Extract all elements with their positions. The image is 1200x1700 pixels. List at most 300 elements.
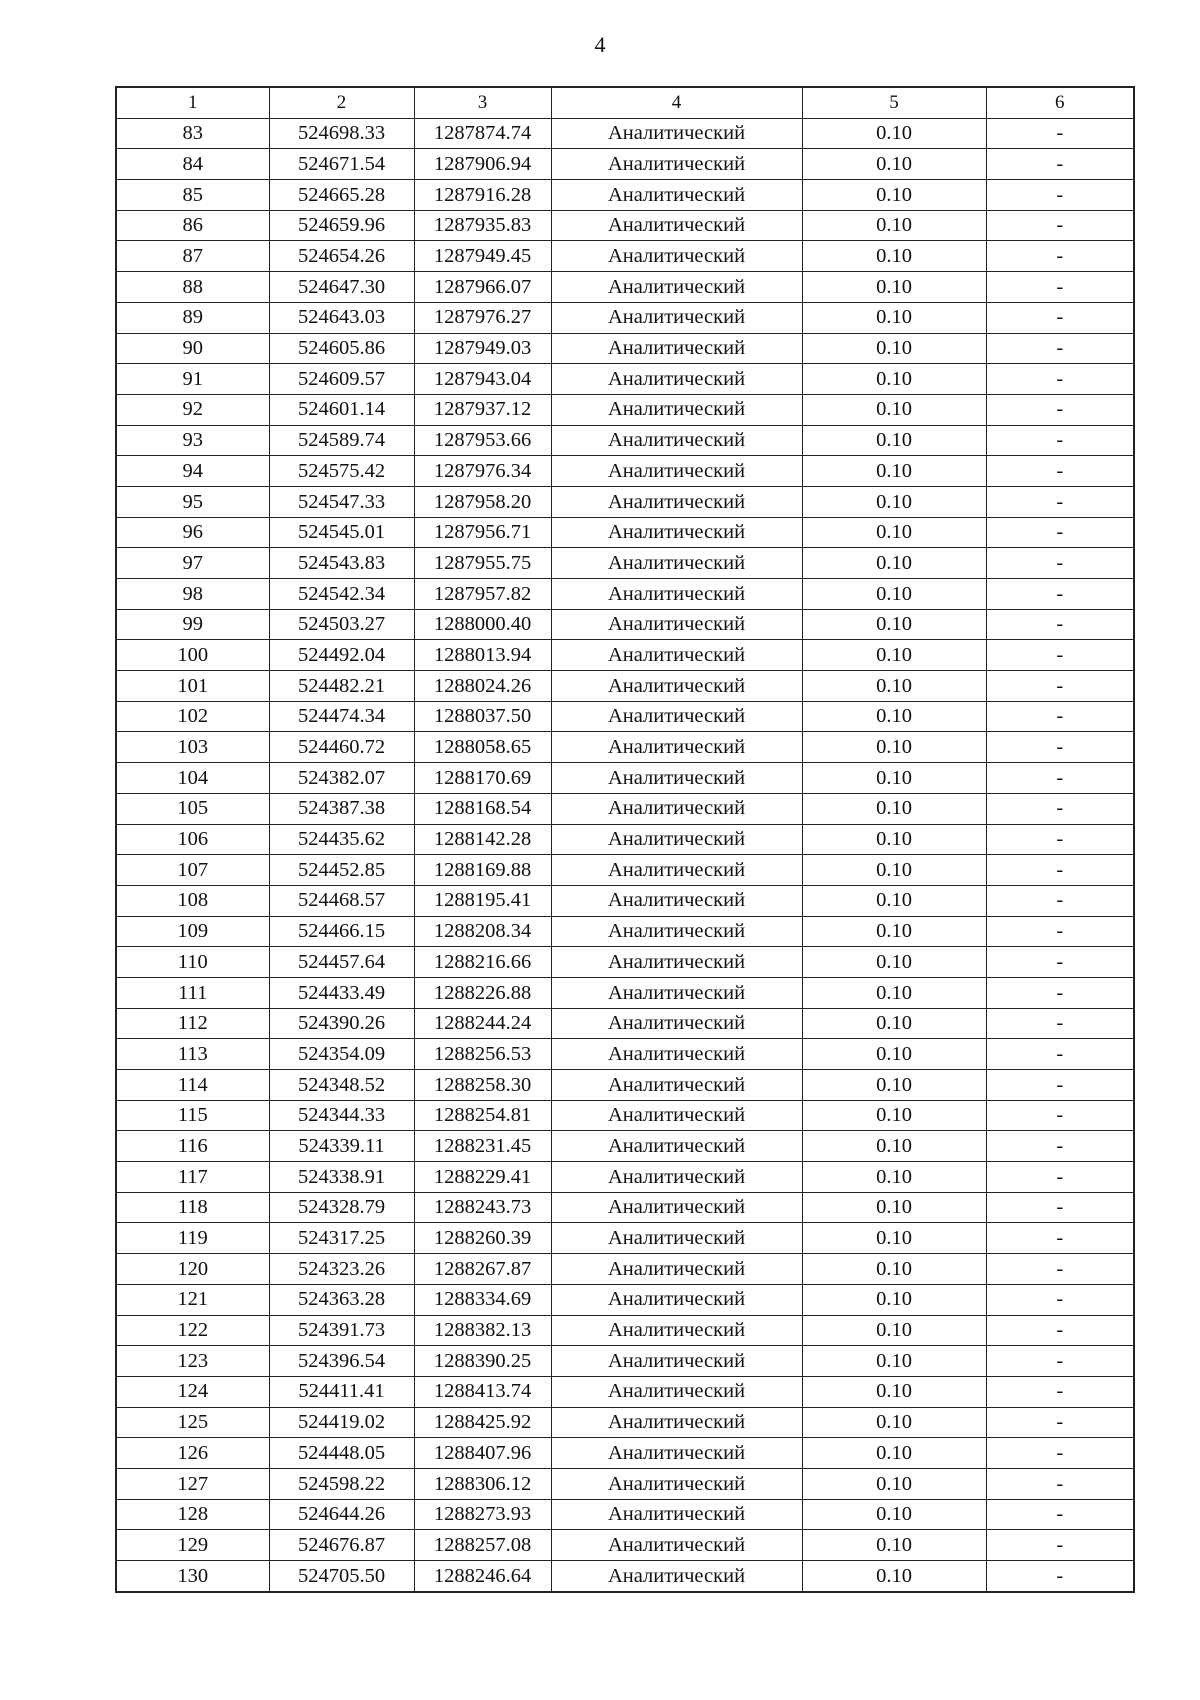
cell-x-coordinate: 524348.52 <box>269 1070 414 1101</box>
cell-point-number: 105 <box>116 793 269 824</box>
cell-y-coordinate: 1287949.03 <box>414 333 551 364</box>
cell-accuracy: 0.10 <box>802 517 986 548</box>
cell-note: - <box>986 1131 1134 1162</box>
cell-y-coordinate: 1287937.12 <box>414 394 551 425</box>
cell-method: Аналитический <box>551 609 802 640</box>
cell-method: Аналитический <box>551 1499 802 1530</box>
cell-point-number: 102 <box>116 701 269 732</box>
cell-method: Аналитический <box>551 640 802 671</box>
cell-y-coordinate: 1288229.41 <box>414 1162 551 1193</box>
cell-y-coordinate: 1287953.66 <box>414 425 551 456</box>
cell-y-coordinate: 1288258.30 <box>414 1070 551 1101</box>
cell-y-coordinate: 1287966.07 <box>414 272 551 303</box>
cell-accuracy: 0.10 <box>802 609 986 640</box>
table-row <box>116 1530 1134 1561</box>
cell-note: - <box>986 548 1134 579</box>
table-row <box>116 916 1134 947</box>
cell-method: Аналитический <box>551 701 802 732</box>
cell-point-number: 89 <box>116 302 269 333</box>
cell-x-coordinate: 524659.96 <box>269 210 414 241</box>
cell-note: - <box>986 793 1134 824</box>
cell-x-coordinate: 524545.01 <box>269 517 414 548</box>
cell-note: - <box>986 1254 1134 1285</box>
table-row <box>116 1315 1134 1346</box>
cell-y-coordinate: 1287976.27 <box>414 302 551 333</box>
cell-x-coordinate: 524452.85 <box>269 855 414 886</box>
cell-x-coordinate: 524354.09 <box>269 1039 414 1070</box>
table-row <box>116 425 1134 456</box>
cell-accuracy: 0.10 <box>802 456 986 487</box>
cell-y-coordinate: 1287943.04 <box>414 364 551 395</box>
column-header-1: 1 <box>116 87 269 118</box>
table-header <box>116 87 1134 118</box>
cell-accuracy: 0.10 <box>802 394 986 425</box>
cell-method: Аналитический <box>551 548 802 579</box>
cell-y-coordinate: 1288208.34 <box>414 916 551 947</box>
cell-method: Аналитический <box>551 1162 802 1193</box>
cell-accuracy: 0.10 <box>802 1162 986 1193</box>
cell-point-number: 97 <box>116 548 269 579</box>
cell-accuracy: 0.10 <box>802 1070 986 1101</box>
cell-method: Аналитический <box>551 1376 802 1407</box>
cell-y-coordinate: 1288256.53 <box>414 1039 551 1070</box>
cell-point-number: 99 <box>116 609 269 640</box>
cell-accuracy: 0.10 <box>802 180 986 211</box>
table-row <box>116 1346 1134 1377</box>
table-row <box>116 149 1134 180</box>
table-row <box>116 456 1134 487</box>
cell-method: Аналитический <box>551 210 802 241</box>
cell-point-number: 96 <box>116 517 269 548</box>
cell-x-coordinate: 524339.11 <box>269 1131 414 1162</box>
cell-point-number: 126 <box>116 1438 269 1469</box>
cell-x-coordinate: 524466.15 <box>269 916 414 947</box>
cell-accuracy: 0.10 <box>802 579 986 610</box>
cell-note: - <box>986 1561 1134 1592</box>
table-row <box>116 640 1134 671</box>
cell-x-coordinate: 524382.07 <box>269 763 414 794</box>
cell-method: Аналитический <box>551 1223 802 1254</box>
cell-x-coordinate: 524419.02 <box>269 1407 414 1438</box>
cell-y-coordinate: 1288058.65 <box>414 732 551 763</box>
cell-y-coordinate: 1288243.73 <box>414 1192 551 1223</box>
cell-method: Аналитический <box>551 1346 802 1377</box>
cell-note: - <box>986 364 1134 395</box>
cell-point-number: 100 <box>116 640 269 671</box>
cell-note: - <box>986 302 1134 333</box>
cell-accuracy: 0.10 <box>802 763 986 794</box>
cell-x-coordinate: 524323.26 <box>269 1254 414 1285</box>
table-row <box>116 947 1134 978</box>
cell-point-number: 128 <box>116 1499 269 1530</box>
cell-y-coordinate: 1288231.45 <box>414 1131 551 1162</box>
cell-note: - <box>986 916 1134 947</box>
cell-method: Аналитический <box>551 149 802 180</box>
cell-note: - <box>986 1315 1134 1346</box>
cell-x-coordinate: 524492.04 <box>269 640 414 671</box>
cell-note: - <box>986 1376 1134 1407</box>
table-row <box>116 210 1134 241</box>
cell-y-coordinate: 1287958.20 <box>414 486 551 517</box>
table-row <box>116 732 1134 763</box>
cell-x-coordinate: 524609.57 <box>269 364 414 395</box>
cell-method: Аналитический <box>551 1192 802 1223</box>
cell-point-number: 113 <box>116 1039 269 1070</box>
cell-x-coordinate: 524391.73 <box>269 1315 414 1346</box>
cell-note: - <box>986 977 1134 1008</box>
cell-note: - <box>986 486 1134 517</box>
table-row <box>116 486 1134 517</box>
cell-accuracy: 0.10 <box>802 302 986 333</box>
cell-x-coordinate: 524435.62 <box>269 824 414 855</box>
cell-x-coordinate: 524411.41 <box>269 1376 414 1407</box>
cell-y-coordinate: 1288037.50 <box>414 701 551 732</box>
cell-method: Аналитический <box>551 1284 802 1315</box>
cell-point-number: 106 <box>116 824 269 855</box>
cell-point-number: 92 <box>116 394 269 425</box>
cell-point-number: 108 <box>116 885 269 916</box>
cell-x-coordinate: 524644.26 <box>269 1499 414 1530</box>
table-row <box>116 1284 1134 1315</box>
cell-method: Аналитический <box>551 425 802 456</box>
cell-point-number: 122 <box>116 1315 269 1346</box>
column-header-4: 4 <box>551 87 802 118</box>
cell-x-coordinate: 524676.87 <box>269 1530 414 1561</box>
cell-point-number: 117 <box>116 1162 269 1193</box>
cell-accuracy: 0.10 <box>802 425 986 456</box>
cell-accuracy: 0.10 <box>802 1008 986 1039</box>
table-row <box>116 180 1134 211</box>
cell-note: - <box>986 885 1134 916</box>
cell-y-coordinate: 1288260.39 <box>414 1223 551 1254</box>
table-row <box>116 609 1134 640</box>
cell-method: Аналитический <box>551 1561 802 1592</box>
cell-method: Аналитический <box>551 947 802 978</box>
cell-point-number: 93 <box>116 425 269 456</box>
column-header-2: 2 <box>269 87 414 118</box>
cell-y-coordinate: 1288390.25 <box>414 1346 551 1377</box>
cell-y-coordinate: 1288267.87 <box>414 1254 551 1285</box>
table-row <box>116 1162 1134 1193</box>
table-row <box>116 1100 1134 1131</box>
cell-x-coordinate: 524671.54 <box>269 149 414 180</box>
cell-note: - <box>986 1070 1134 1101</box>
cell-point-number: 103 <box>116 732 269 763</box>
column-header-3: 3 <box>414 87 551 118</box>
cell-method: Аналитический <box>551 394 802 425</box>
cell-method: Аналитический <box>551 272 802 303</box>
cell-accuracy: 0.10 <box>802 1284 986 1315</box>
cell-accuracy: 0.10 <box>802 701 986 732</box>
cell-x-coordinate: 524474.34 <box>269 701 414 732</box>
cell-accuracy: 0.10 <box>802 1315 986 1346</box>
cell-point-number: 111 <box>116 977 269 1008</box>
cell-note: - <box>986 425 1134 456</box>
cell-method: Аналитический <box>551 486 802 517</box>
cell-note: - <box>986 180 1134 211</box>
cell-y-coordinate: 1288246.64 <box>414 1561 551 1592</box>
cell-note: - <box>986 1499 1134 1530</box>
cell-note: - <box>986 1407 1134 1438</box>
cell-y-coordinate: 1287916.28 <box>414 180 551 211</box>
cell-note: - <box>986 210 1134 241</box>
cell-y-coordinate: 1288169.88 <box>414 855 551 886</box>
cell-note: - <box>986 1162 1134 1193</box>
cell-y-coordinate: 1288013.94 <box>414 640 551 671</box>
table-row <box>116 1561 1134 1592</box>
cell-note: - <box>986 640 1134 671</box>
cell-point-number: 95 <box>116 486 269 517</box>
table-row <box>116 272 1134 303</box>
table-row <box>116 1223 1134 1254</box>
table-row <box>116 1039 1134 1070</box>
cell-x-coordinate: 524643.03 <box>269 302 414 333</box>
cell-x-coordinate: 524601.14 <box>269 394 414 425</box>
cell-method: Аналитический <box>551 1315 802 1346</box>
cell-x-coordinate: 524543.83 <box>269 548 414 579</box>
cell-note: - <box>986 333 1134 364</box>
cell-note: - <box>986 1346 1134 1377</box>
cell-note: - <box>986 1223 1134 1254</box>
cell-accuracy: 0.10 <box>802 916 986 947</box>
cell-accuracy: 0.10 <box>802 1131 986 1162</box>
cell-point-number: 88 <box>116 272 269 303</box>
table-row <box>116 241 1134 272</box>
table-row <box>116 1499 1134 1530</box>
cell-method: Аналитический <box>551 517 802 548</box>
coordinates-table <box>115 86 1135 1593</box>
cell-y-coordinate: 1288168.54 <box>414 793 551 824</box>
cell-y-coordinate: 1288407.96 <box>414 1438 551 1469</box>
cell-point-number: 118 <box>116 1192 269 1223</box>
cell-point-number: 112 <box>116 1008 269 1039</box>
cell-point-number: 85 <box>116 180 269 211</box>
cell-y-coordinate: 1287957.82 <box>414 579 551 610</box>
cell-method: Аналитический <box>551 1407 802 1438</box>
cell-y-coordinate: 1287955.75 <box>414 548 551 579</box>
table-row <box>116 1254 1134 1285</box>
cell-method: Аналитический <box>551 1070 802 1101</box>
cell-x-coordinate: 524460.72 <box>269 732 414 763</box>
cell-y-coordinate: 1287935.83 <box>414 210 551 241</box>
cell-x-coordinate: 524542.34 <box>269 579 414 610</box>
column-header-5: 5 <box>802 87 986 118</box>
cell-point-number: 114 <box>116 1070 269 1101</box>
cell-accuracy: 0.10 <box>802 272 986 303</box>
cell-accuracy: 0.10 <box>802 1376 986 1407</box>
cell-method: Аналитический <box>551 1530 802 1561</box>
cell-x-coordinate: 524448.05 <box>269 1438 414 1469</box>
cell-y-coordinate: 1288254.81 <box>414 1100 551 1131</box>
cell-method: Аналитический <box>551 824 802 855</box>
cell-y-coordinate: 1287906.94 <box>414 149 551 180</box>
cell-x-coordinate: 524698.33 <box>269 118 414 149</box>
cell-y-coordinate: 1288413.74 <box>414 1376 551 1407</box>
cell-note: - <box>986 1530 1134 1561</box>
cell-x-coordinate: 524482.21 <box>269 671 414 702</box>
cell-x-coordinate: 524363.28 <box>269 1284 414 1315</box>
cell-accuracy: 0.10 <box>802 548 986 579</box>
cell-y-coordinate: 1288226.88 <box>414 977 551 1008</box>
cell-y-coordinate: 1287956.71 <box>414 517 551 548</box>
cell-point-number: 119 <box>116 1223 269 1254</box>
header-row <box>116 87 1134 118</box>
cell-note: - <box>986 1192 1134 1223</box>
cell-accuracy: 0.10 <box>802 947 986 978</box>
cell-point-number: 90 <box>116 333 269 364</box>
cell-y-coordinate: 1288425.92 <box>414 1407 551 1438</box>
cell-point-number: 107 <box>116 855 269 886</box>
cell-x-coordinate: 524468.57 <box>269 885 414 916</box>
cell-note: - <box>986 1438 1134 1469</box>
cell-point-number: 94 <box>116 456 269 487</box>
table-row <box>116 793 1134 824</box>
table-row <box>116 1192 1134 1223</box>
cell-y-coordinate: 1288382.13 <box>414 1315 551 1346</box>
table-row <box>116 548 1134 579</box>
table-row <box>116 701 1134 732</box>
cell-accuracy: 0.10 <box>802 1039 986 1070</box>
cell-note: - <box>986 855 1134 886</box>
page-number: 4 <box>594 32 606 57</box>
cell-y-coordinate: 1288216.66 <box>414 947 551 978</box>
cell-note: - <box>986 732 1134 763</box>
table-row <box>116 1008 1134 1039</box>
cell-x-coordinate: 524705.50 <box>269 1561 414 1592</box>
table-row <box>116 977 1134 1008</box>
cell-x-coordinate: 524605.86 <box>269 333 414 364</box>
cell-x-coordinate: 524317.25 <box>269 1223 414 1254</box>
cell-accuracy: 0.10 <box>802 1254 986 1285</box>
column-header-6: 6 <box>986 87 1134 118</box>
table-row <box>116 1376 1134 1407</box>
cell-note: - <box>986 241 1134 272</box>
cell-x-coordinate: 524598.22 <box>269 1468 414 1499</box>
cell-accuracy: 0.10 <box>802 149 986 180</box>
cell-y-coordinate: 1288244.24 <box>414 1008 551 1039</box>
cell-accuracy: 0.10 <box>802 1499 986 1530</box>
cell-method: Аналитический <box>551 793 802 824</box>
cell-point-number: 115 <box>116 1100 269 1131</box>
cell-method: Аналитический <box>551 885 802 916</box>
table-row <box>116 763 1134 794</box>
cell-point-number: 104 <box>116 763 269 794</box>
cell-note: - <box>986 947 1134 978</box>
cell-accuracy: 0.10 <box>802 732 986 763</box>
cell-method: Аналитический <box>551 977 802 1008</box>
cell-method: Аналитический <box>551 916 802 947</box>
cell-x-coordinate: 524457.64 <box>269 947 414 978</box>
cell-note: - <box>986 609 1134 640</box>
cell-method: Аналитический <box>551 118 802 149</box>
cell-point-number: 91 <box>116 364 269 395</box>
cell-x-coordinate: 524589.74 <box>269 425 414 456</box>
cell-x-coordinate: 524433.49 <box>269 977 414 1008</box>
cell-method: Аналитический <box>551 1468 802 1499</box>
table-body <box>116 118 1134 1592</box>
cell-note: - <box>986 1008 1134 1039</box>
cell-x-coordinate: 524647.30 <box>269 272 414 303</box>
cell-x-coordinate: 524575.42 <box>269 456 414 487</box>
cell-accuracy: 0.10 <box>802 486 986 517</box>
cell-x-coordinate: 524396.54 <box>269 1346 414 1377</box>
cell-accuracy: 0.10 <box>802 1407 986 1438</box>
table-row <box>116 394 1134 425</box>
cell-accuracy: 0.10 <box>802 1438 986 1469</box>
cell-y-coordinate: 1288024.26 <box>414 671 551 702</box>
cell-accuracy: 0.10 <box>802 1561 986 1592</box>
cell-method: Аналитический <box>551 579 802 610</box>
cell-x-coordinate: 524390.26 <box>269 1008 414 1039</box>
cell-point-number: 127 <box>116 1468 269 1499</box>
cell-method: Аналитический <box>551 1039 802 1070</box>
cell-point-number: 124 <box>116 1376 269 1407</box>
cell-note: - <box>986 1284 1134 1315</box>
table-row <box>116 1438 1134 1469</box>
cell-accuracy: 0.10 <box>802 885 986 916</box>
cell-y-coordinate: 1288142.28 <box>414 824 551 855</box>
cell-accuracy: 0.10 <box>802 977 986 1008</box>
cell-method: Аналитический <box>551 855 802 886</box>
cell-accuracy: 0.10 <box>802 793 986 824</box>
cell-accuracy: 0.10 <box>802 1346 986 1377</box>
table-row <box>116 1070 1134 1101</box>
cell-x-coordinate: 524503.27 <box>269 609 414 640</box>
cell-x-coordinate: 524344.33 <box>269 1100 414 1131</box>
cell-note: - <box>986 671 1134 702</box>
cell-method: Аналитический <box>551 180 802 211</box>
cell-accuracy: 0.10 <box>802 1468 986 1499</box>
cell-y-coordinate: 1288257.08 <box>414 1530 551 1561</box>
cell-point-number: 84 <box>116 149 269 180</box>
cell-method: Аналитический <box>551 333 802 364</box>
cell-x-coordinate: 524328.79 <box>269 1192 414 1223</box>
cell-note: - <box>986 1039 1134 1070</box>
cell-y-coordinate: 1288334.69 <box>414 1284 551 1315</box>
cell-accuracy: 0.10 <box>802 824 986 855</box>
cell-method: Аналитический <box>551 1131 802 1162</box>
cell-accuracy: 0.10 <box>802 1530 986 1561</box>
cell-x-coordinate: 524654.26 <box>269 241 414 272</box>
table-row <box>116 671 1134 702</box>
cell-method: Аналитический <box>551 1438 802 1469</box>
cell-method: Аналитический <box>551 763 802 794</box>
cell-method: Аналитический <box>551 364 802 395</box>
cell-y-coordinate: 1288170.69 <box>414 763 551 794</box>
cell-accuracy: 0.10 <box>802 210 986 241</box>
cell-method: Аналитический <box>551 1100 802 1131</box>
cell-accuracy: 0.10 <box>802 855 986 886</box>
cell-method: Аналитический <box>551 302 802 333</box>
cell-note: - <box>986 701 1134 732</box>
cell-point-number: 87 <box>116 241 269 272</box>
cell-note: - <box>986 149 1134 180</box>
cell-note: - <box>986 272 1134 303</box>
cell-method: Аналитический <box>551 241 802 272</box>
cell-point-number: 125 <box>116 1407 269 1438</box>
cell-point-number: 129 <box>116 1530 269 1561</box>
cell-accuracy: 0.10 <box>802 241 986 272</box>
table-row <box>116 855 1134 886</box>
cell-method: Аналитический <box>551 732 802 763</box>
table-row <box>116 1131 1134 1162</box>
cell-accuracy: 0.10 <box>802 640 986 671</box>
cell-method: Аналитический <box>551 671 802 702</box>
cell-x-coordinate: 524387.38 <box>269 793 414 824</box>
cell-accuracy: 0.10 <box>802 333 986 364</box>
table-row <box>116 302 1134 333</box>
cell-note: - <box>986 1100 1134 1131</box>
